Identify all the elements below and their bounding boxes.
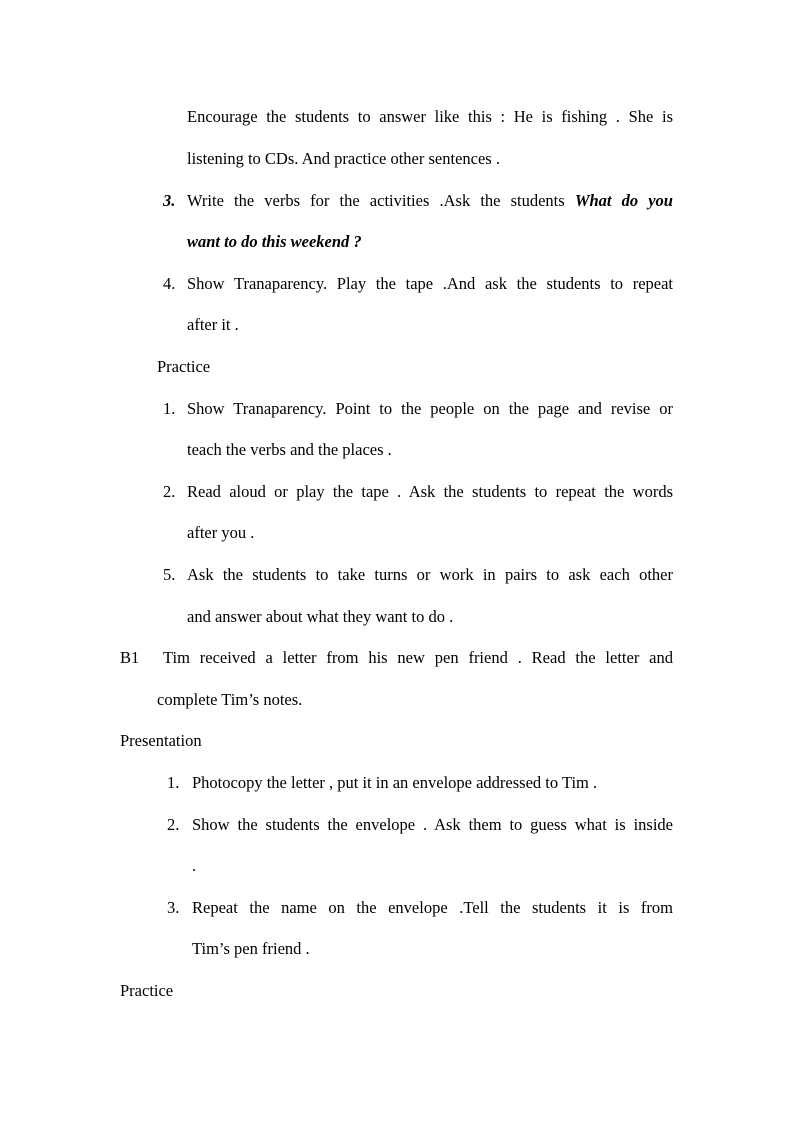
practice-item-number: 2. — [163, 482, 176, 501]
presentation-item-number: 2. — [167, 815, 180, 834]
practice-heading: Practice — [157, 357, 211, 376]
practice-heading-2: Practice — [120, 981, 174, 1000]
presentation-item-number: 1. — [167, 773, 180, 792]
step-number: 3. — [163, 191, 176, 210]
practice-item-1-line-1: Show Tranaparency. Point to the people on the page and revise or — [187, 399, 673, 418]
section-label-b1: B1 — [120, 648, 140, 667]
b1-line-1: Tim received a letter from his new pen friend . Read the letter and — [163, 648, 673, 667]
step-number: 4. — [163, 274, 176, 293]
step-3-text: Write the verbs for the activities .Ask the students — [187, 191, 575, 210]
step-3-line-1 — [187, 191, 673, 211]
step-4-line-2: after it . — [187, 315, 239, 334]
presentation-heading: Presentation — [120, 731, 202, 750]
practice-item-5-line-1: Ask the students to take turns or work in pairs to ask each other — [187, 565, 673, 584]
intro-line-1: Encourage the students to answer like this : He is fishing . She is — [187, 107, 673, 126]
step-4-line-1: Show Tranaparency. Play the tape .And ask the students to repeat — [187, 274, 673, 293]
presentation-item-number: 3. — [167, 898, 180, 917]
practice-item-1-line-2: teach the verbs and the places . — [187, 440, 392, 459]
intro-line-2: listening to CDs. And practice other sentences . — [187, 149, 500, 168]
practice-item-number: 1. — [163, 399, 176, 418]
presentation-item-2-line-2: . — [192, 856, 197, 875]
practice-item-number: 5. — [163, 565, 176, 584]
b1-line-2: complete Tim’s notes. — [157, 690, 303, 709]
presentation-item-1-line-1: Photocopy the letter , put it in an envelope addressed to Tim . — [192, 773, 598, 792]
step-3-question-start: What do you — [574, 191, 673, 210]
presentation-item-2-line-1: Show the students the envelope . Ask them to guess what is inside — [192, 815, 673, 834]
practice-item-2-line-2: after you . — [187, 523, 255, 542]
presentation-item-3-line-2: Tim’s pen friend . — [192, 939, 310, 958]
practice-item-2-line-1: Read aloud or play the tape . Ask the students to repeat the words — [187, 482, 673, 501]
step-3-question-end: want to do this weekend ? — [187, 232, 362, 251]
presentation-item-3-line-1: Repeat the name on the envelope .Tell the students it is from — [192, 898, 673, 917]
practice-item-5-line-2: and answer about what they want to do . — [187, 607, 454, 626]
